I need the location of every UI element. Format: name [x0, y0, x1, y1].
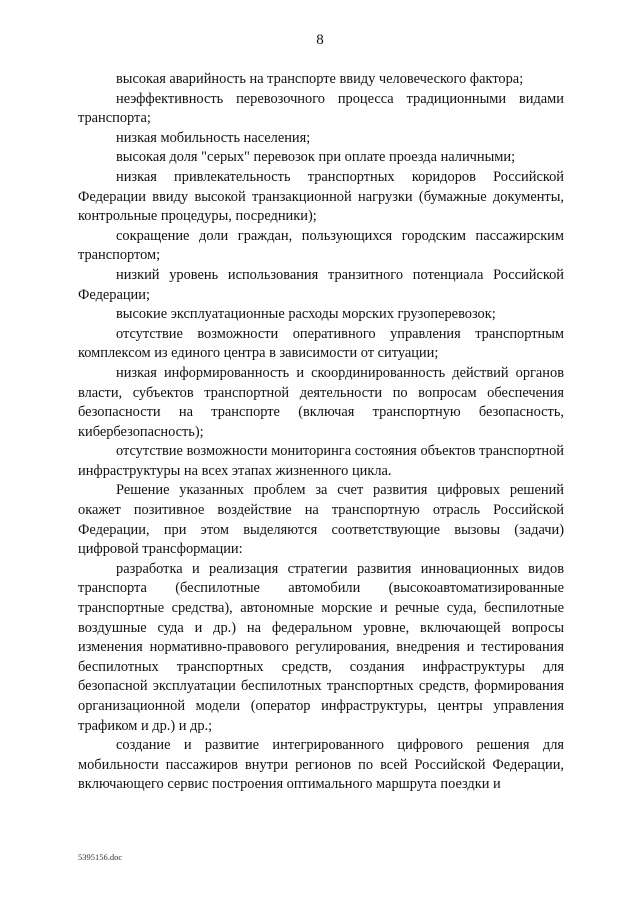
- paragraph: высокая доля "серых" перевозок при оплате проезда наличными;: [116, 149, 516, 166]
- document-body: [78, 70, 564, 795]
- paragraph: высокая аварийность на транспорте ввиду человеческого фактора;: [116, 71, 524, 87]
- paragraph: неэффективность перевозочного процесса традиционными видами транспорта;: [78, 90, 564, 127]
- paragraph: создание и развитие интегрированного цифрового решения для мобильности пассажиров внутри регионов по всей Российской Федерации, включающего сервис построения оптимального маршрута поездки и: [78, 737, 564, 793]
- paragraph: сокращение доли граждан, пользующихся городским пассажирским транспортом;: [78, 227, 564, 264]
- page-number: 8: [316, 32, 324, 48]
- paragraph: низкая привлекательность транспортных коридоров Российской Федерации ввиду высокой транзакционной нагрузки (бумажные документы, контрольные процедуры, посредники);: [78, 168, 564, 225]
- paragraph: низкая информированность и скоординированность действий органов власти, субъектов транспортной деятельности по вопросам обеспечения безопасности на транспорте (включая транспортную безопасность, кибербезопасность);: [78, 364, 564, 440]
- paragraph: отсутствие возможности мониторинга состояния объектов транспортной инфраструктуры на всех этапах жизненного цикла.: [78, 443, 564, 479]
- paragraph: разработка и реализация стратегии развития инновационных видов транспорта (беспилотные автомобили (высокоавтоматизированные транспортные средства), автономные морские и речные суда, беспилотные воздушные суда и др.) на федеральном уровне, включающей вопросы изменения нормативно-правового регулирования, внедрения и тестирования беспилотных транспортных средств, создания инфраструктуры для безопасной эксплуатации беспилотных транспортных средств, формирования организационной модели (оператор инфраструктуры, центры управления трафиком и др.) и др.;: [78, 560, 564, 734]
- paragraph: отсутствие возможности оперативного управления транспортным комплексом из единого центра в зависимости от ситуации;: [78, 325, 564, 362]
- paragraph: низкий уровень использования транзитного потенциала Российской Федерации;: [78, 266, 564, 303]
- paragraph: высокие эксплуатационные расходы морских грузоперевозок;: [116, 306, 496, 323]
- document-file-code: 5395156.doc: [78, 852, 123, 862]
- paragraph: низкая мобильность населения;: [116, 129, 311, 146]
- paragraph: Решение указанных проблем за счет развития цифровых решений окажет позитивное воздействие на транспортную отрасль Российской Федерации, при этом выделяются соответствующие вызовы (задачи) цифровой трансформации:: [78, 482, 564, 558]
